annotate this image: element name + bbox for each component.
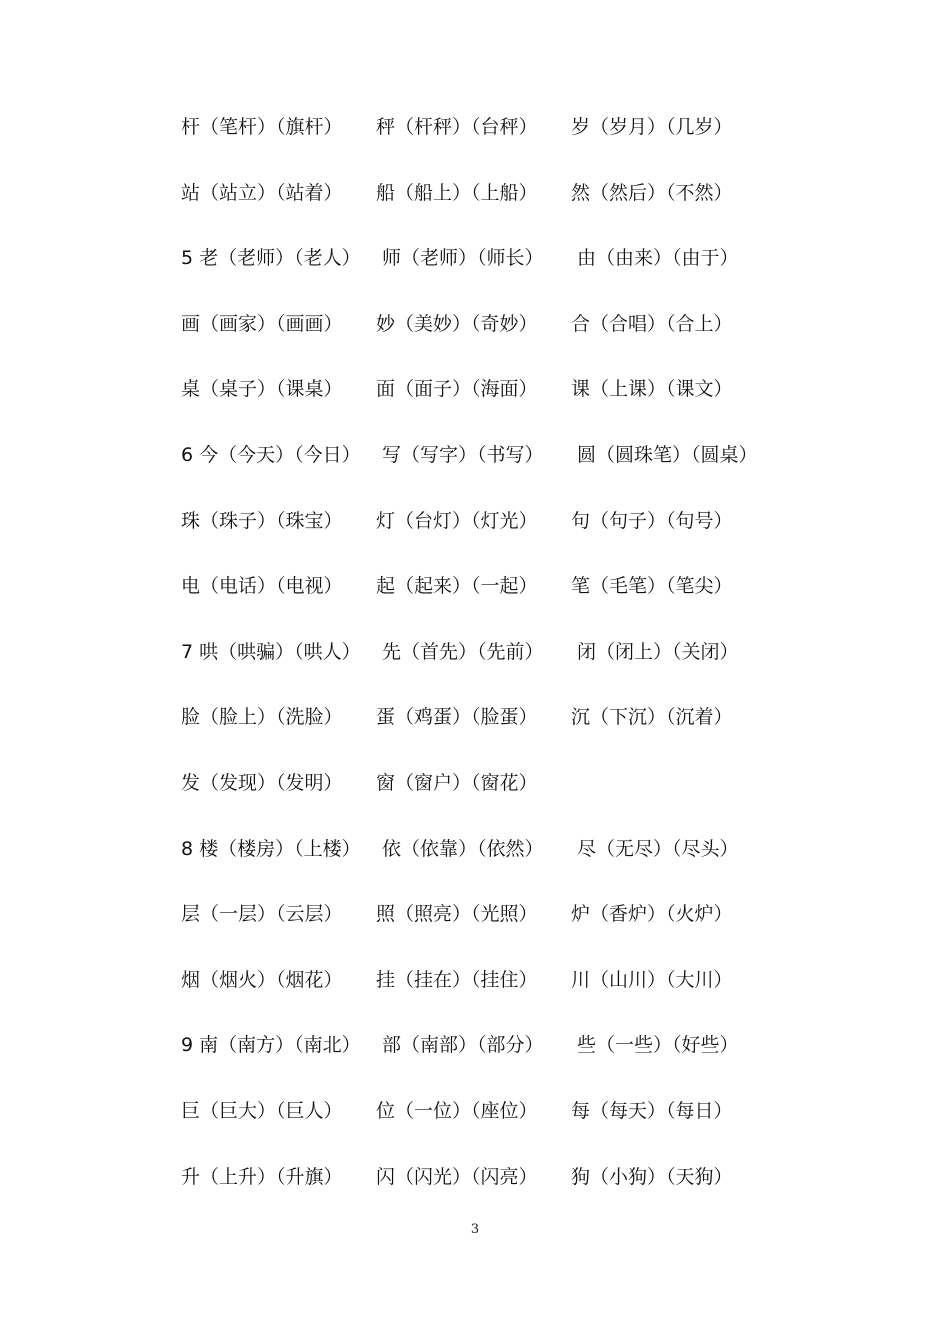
word-line	[181, 242, 881, 308]
word-group: 照（照亮）（光照）	[376, 903, 538, 926]
word-group: 电（电话）（电视）	[181, 575, 343, 598]
word-group: 每（每天）（每日）	[571, 1099, 733, 1122]
word-group: 面（面子）（海面）	[376, 378, 538, 401]
word-line	[181, 898, 881, 964]
word-line	[181, 505, 881, 571]
word-group: 依（依靠）（依然）	[382, 837, 544, 860]
word-line	[181, 701, 881, 767]
word-group: 蛋（鸡蛋）（脸蛋）	[376, 706, 538, 729]
word-group: 6 今（今天）（今日）	[181, 443, 361, 466]
word-group: 8 楼（楼房）（上楼）	[181, 837, 361, 860]
word-group: 9 南（南方）（南北）	[181, 1034, 361, 1057]
word-group: 先（首先）（先前）	[382, 640, 544, 663]
word-list	[181, 111, 881, 1226]
word-group: 烟（烟火）（烟花）	[181, 968, 343, 991]
word-group: 炉（香炉）（火炉）	[571, 903, 733, 926]
word-group: 沉（下沉）（沉着）	[571, 706, 733, 729]
word-line	[181, 1161, 881, 1227]
word-group: 7 哄（哄骗）（哄人）	[181, 640, 361, 663]
word-group: 师（老师）（师长）	[382, 247, 544, 270]
word-group: 升（上升）（升旗）	[181, 1165, 343, 1188]
word-group: 句（句子）（句号）	[571, 509, 733, 532]
word-group: 发（发现）（发明）	[181, 771, 343, 794]
word-group: 然（然后）（不然）	[571, 181, 733, 204]
page-number: 3	[470, 1222, 480, 1237]
word-group: 狗（小狗）（天狗）	[571, 1165, 733, 1188]
word-line	[181, 111, 881, 177]
word-group: 圆（圆珠笔）（圆桌）	[577, 443, 758, 466]
word-group: 川（山川）（大川）	[571, 968, 733, 991]
word-line	[181, 373, 881, 439]
word-group: 合（合唱）（合上）	[571, 312, 733, 335]
word-line	[181, 1029, 881, 1095]
word-group: 起（起来）（一起）	[376, 575, 538, 598]
word-group: 桌（桌子）（课桌）	[181, 378, 343, 401]
word-line	[181, 439, 881, 505]
word-line	[181, 308, 881, 374]
word-group: 杆（笔杆）（旗杆）	[181, 116, 343, 138]
word-group: 部（南部）（部分）	[382, 1034, 544, 1057]
word-group: 写（写字）（书写）	[382, 443, 544, 466]
word-group: 5 老（老师）（老人）	[181, 247, 361, 270]
word-group: 巨（巨大）（巨人）	[181, 1099, 343, 1122]
word-group: 笔（毛笔）（笔尖）	[571, 575, 733, 598]
word-group: 由（由来）（由于）	[577, 247, 739, 270]
word-group: 站（站立）（站着）	[181, 181, 343, 204]
word-group: 尽（无尽）（尽头）	[577, 837, 739, 860]
word-group: 珠（珠子）（珠宝）	[181, 509, 343, 532]
word-line	[181, 767, 881, 833]
word-group: 脸（脸上）（洗脸）	[181, 706, 343, 729]
word-line	[181, 177, 881, 243]
word-line	[181, 1095, 881, 1161]
word-group: 挂（挂在）（挂住）	[376, 968, 538, 991]
word-group: 闭（闭上）（关闭）	[577, 640, 739, 663]
word-group: 灯（台灯）（灯光）	[376, 509, 538, 532]
word-group: 画（画家）（画画）	[181, 312, 343, 335]
word-group: 船（船上）（上船）	[376, 181, 538, 204]
word-group: 窗（窗户）（窗花）	[376, 771, 538, 794]
word-group: 秤（杆秤）（台秤）	[376, 116, 538, 138]
word-line	[181, 833, 881, 899]
word-group: 妙（美妙）（奇妙）	[376, 312, 538, 335]
word-group: 闪（闪光）（闪亮）	[376, 1165, 538, 1188]
word-group: 些（一些）（好些）	[577, 1034, 739, 1057]
word-group: 位（一位）（座位）	[376, 1099, 538, 1122]
word-line	[181, 570, 881, 636]
word-group: 课（上课）（课文）	[571, 378, 733, 401]
word-line	[181, 964, 881, 1030]
word-group: 层（一层）（云层）	[181, 903, 343, 926]
word-line	[181, 636, 881, 702]
word-group: 岁（岁月）（几岁）	[571, 116, 733, 138]
